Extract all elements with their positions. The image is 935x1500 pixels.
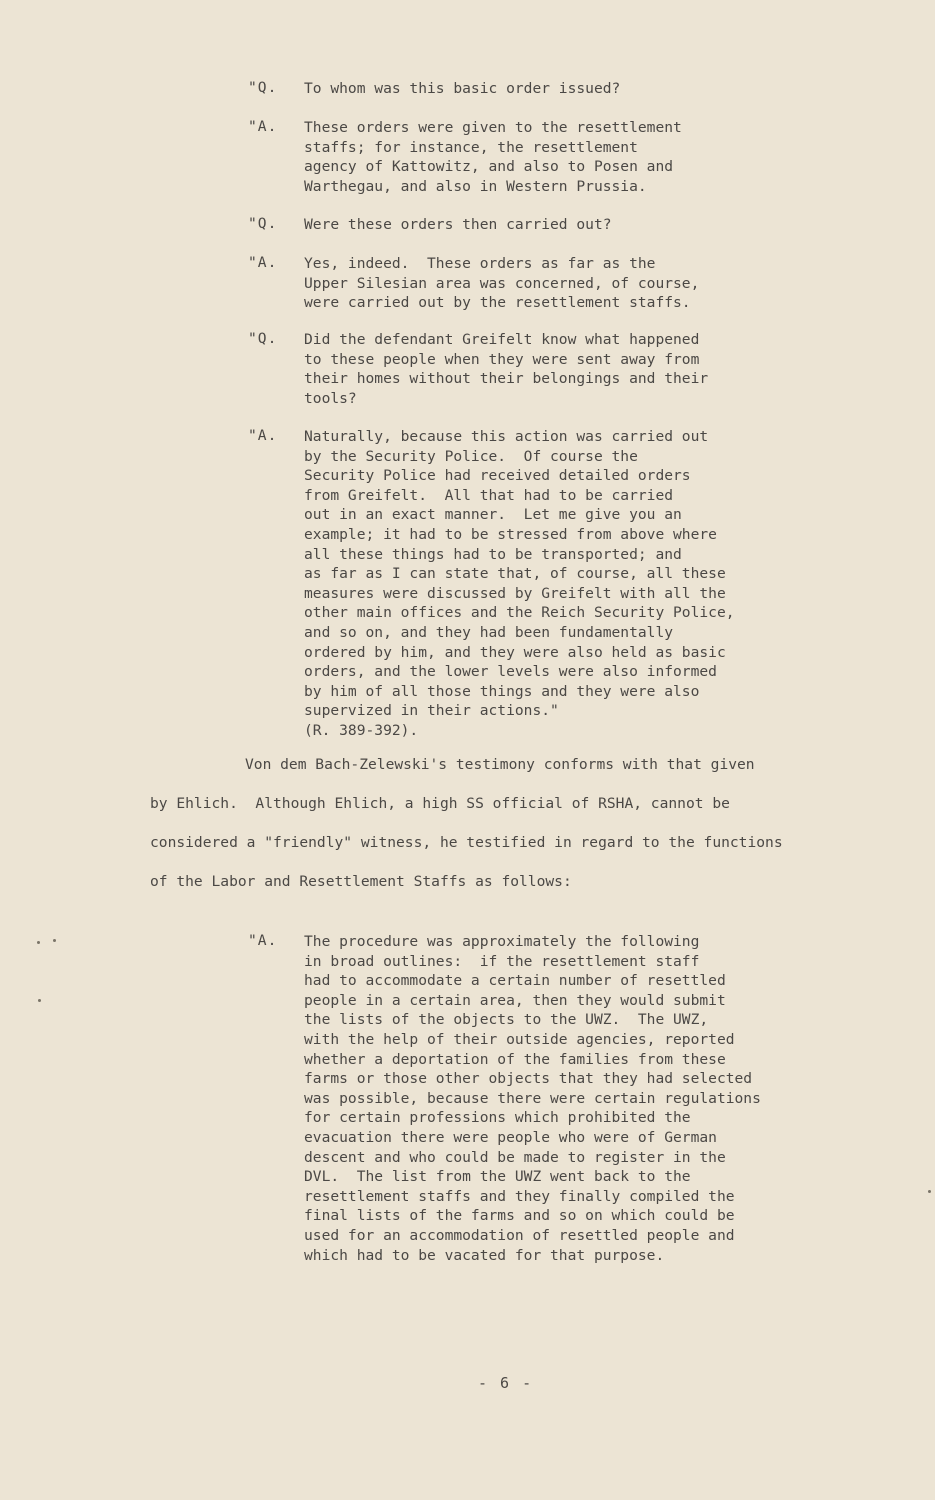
speaker-label: "A. — [248, 118, 278, 135]
narrative-line: of the Labor and Resettlement Staffs as follows: — [150, 873, 572, 890]
speaker-label: "A. — [248, 932, 278, 949]
speaker-label: "Q. — [248, 330, 278, 347]
entry-text: Were these orders then carried out? — [304, 216, 612, 233]
entry-text: Naturally, because this action was carried out by the Security Police. Of course the Security Police had received detailed orders from Greifelt. All that had to be carried out in an exact manner. Let me give you an example; it had to be stressed from above where all these things had to be transported; and as far as I can state that, of course, all these measures were discussed by Greifelt with all the other main offices and the Reich Security Police, and so on, and they had been fundamentally ordered by him, and they were also held as basic orders, and the lower levels were also informed by him of all those things and they were also supervized in their actions." (R. 389-392). — [304, 428, 735, 739]
entry-text: The procedure was approximately the following in broad outlines: if the resettlement staff had to accommodate a certain number of resettled people in a certain area, then they would submit the lists of the objects to the UWZ. The UWZ, with the help of their outside agencies, reported whether a deportation of the families from these farms or those other objects that they had selected was possible, because there were certain regulations for certain professions which prohibited the evacuation there were people who were of German descent and who could be made to register in the DVL. The list from the UWZ went back to the resettlement staffs and they finally compiled the final lists of the farms and so on which could be used for an accommodation of resettled people and which had to be vacated for that purpose. — [304, 933, 761, 1264]
scan-speck — [38, 999, 41, 1002]
speaker-label: "A. — [248, 254, 278, 271]
narrative-line: Von dem Bach-Zelewski's testimony conforms with that given — [245, 756, 755, 773]
scan-speck — [53, 939, 56, 942]
page-number: - 6 - — [478, 1374, 534, 1392]
speaker-label: "Q. — [248, 215, 278, 232]
entry-text: Yes, indeed. These orders as far as the Upper Silesian area was concerned, of course, were carried out by the resettlement staffs. — [304, 255, 700, 312]
entry-text: Did the defendant Greifelt know what happened to these people when they were sent away from their homes without their belongings and their tools? — [304, 331, 709, 407]
scan-speck — [37, 941, 40, 944]
entry-text: These orders were given to the resettlement staffs; for instance, the resettlement agency of Kattowitz, and also to Posen and Warthegau, and also in Western Prussia. — [304, 119, 682, 195]
narrative-line: by Ehlich. Although Ehlich, a high SS official of RSHA, cannot be — [150, 795, 730, 812]
entry-text: To whom was this basic order issued? — [304, 80, 621, 97]
speaker-label: "A. — [248, 427, 278, 444]
narrative-line: considered a "friendly" witness, he testified in regard to the functions — [150, 834, 783, 851]
speaker-label: "Q. — [248, 79, 278, 96]
scan-speck — [928, 1190, 931, 1193]
